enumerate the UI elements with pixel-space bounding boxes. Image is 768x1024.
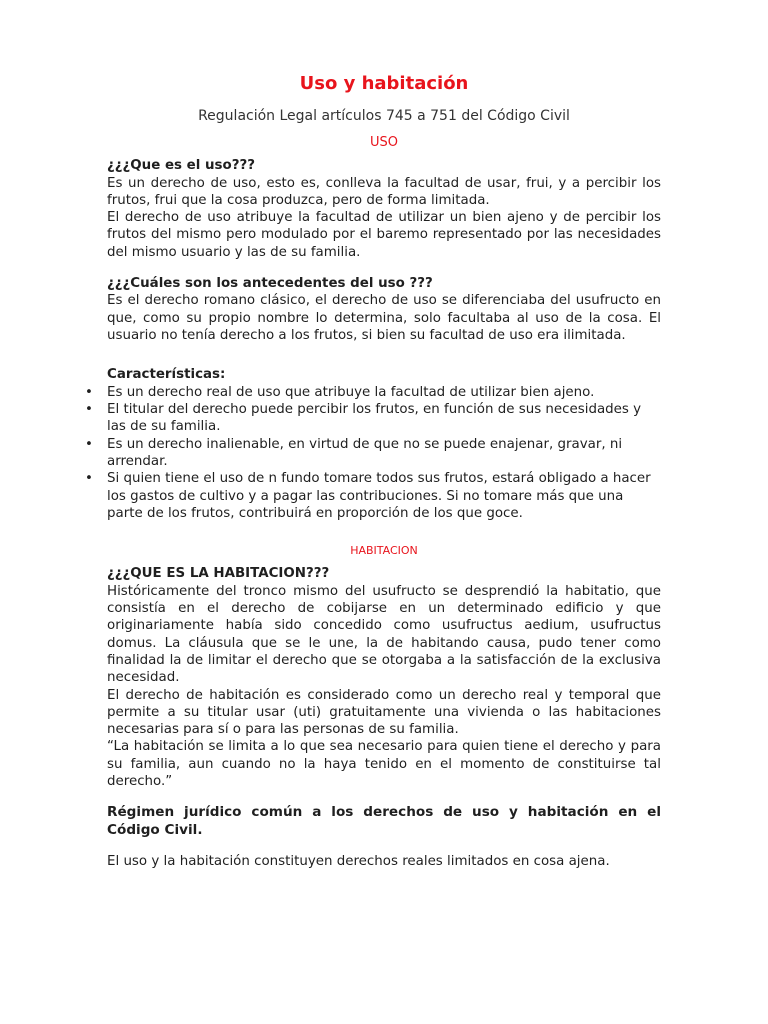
paragraph-uso-2: El derecho de uso atribuye la facultad de utilizar un bien ajeno y de percibir los frutos del mismo pero modulado por el baremo representado por las necesidades del mismo usuario y las de su familia. [107, 210, 661, 260]
question-que-es-el-uso: ¿¿¿Que es el uso??? [107, 158, 256, 173]
bullet-icon: • [85, 471, 93, 487]
list-item-text: Es un derecho real de uso que atribuye la facultad de utilizar bien ajeno. [107, 384, 595, 400]
document-title: Uso y habitación [299, 73, 469, 94]
paragraph-habitacion-1: Históricamente del tronco mismo del usufructo se desprendió la habitatio, que consistía en el derecho de cobijarse en un determinado edificio y que originariamente había sido concedido como usufructus aedium, usufructus domus. La cláusula que se le une, la de habitando causa, pudo tener como finalidad la de limitar el derecho que se otorgaba a la satisfacción de la exclusiva necesidad. [107, 583, 661, 686]
list-item-text: Si quien tiene el uso de n fundo tomare todos sus frutos, estará obligado a hacer los gastos de cultivo y a pagar las contribuciones. Si no tomare más que una parte de los frutos, contribuirá en proporción de los que goce. [107, 471, 651, 521]
list-item-text: Es un derecho inalienable, en virtud de que no se puede enajenar, gravar, ni arrendar. [107, 436, 623, 470]
paragraph-habitacion-3: “La habitación se limita a lo que sea necesario para quien tiene el derecho y para su familia, aun cuando no la haya tenido en el momento de constituirse tal derecho.” [107, 739, 661, 790]
bullet-icon: • [85, 436, 93, 452]
section-heading-uso: USO [370, 135, 398, 150]
paragraph-habitacion-2: El derecho de habitación es considerado como un derecho real y temporal que permite a su titular usar (uti) gratuitamente una vivienda o las habitaciones necesarias para sí o para las personas de su familia. [107, 687, 661, 738]
bullet-icon: • [85, 384, 93, 400]
caracteristicas-list [85, 384, 661, 522]
regimen-heading: Régimen jurídico común a los derechos de uso y habitación en el Código Civil. [107, 804, 661, 838]
list-item [85, 401, 661, 436]
document-subtitle: Regulación Legal artículos 745 a 751 del Código Civil [198, 108, 570, 124]
list-item [85, 436, 661, 471]
list-item [85, 470, 661, 522]
list-item [85, 384, 661, 401]
bullet-icon: • [85, 402, 93, 418]
paragraph-regimen-1: El uso y la habitación constituyen derechos reales limitados en cosa ajena. [107, 854, 610, 870]
question-que-es-la-habitacion: ¿¿¿QUE ES LA HABITACION??? [107, 566, 330, 582]
paragraph-uso-1: Es un derecho de uso, esto es, conlleva la facultad de usar, frui, y a percibir los frutos, frui que la cosa produzca, pero de forma limitada. [107, 175, 661, 208]
question-antecedentes: ¿¿¿Cuáles son los antecedentes del uso ??? [107, 275, 433, 291]
caracteristicas-heading: Características: [107, 367, 226, 383]
list-item-text: El titular del derecho puede percibir los frutos, en función de sus necesidades y las de su familia. [107, 402, 642, 435]
section-heading-habitacion: HABITACION [350, 544, 418, 558]
paragraph-uso-3: Es el derecho romano clásico, el derecho de uso se diferenciaba del usufructo en que, como su propio nombre lo determina, solo facultaba al uso de la cosa. El usuario no tenía derecho a los frutos, si bien su facultad de uso era ilimitada. [107, 293, 661, 344]
